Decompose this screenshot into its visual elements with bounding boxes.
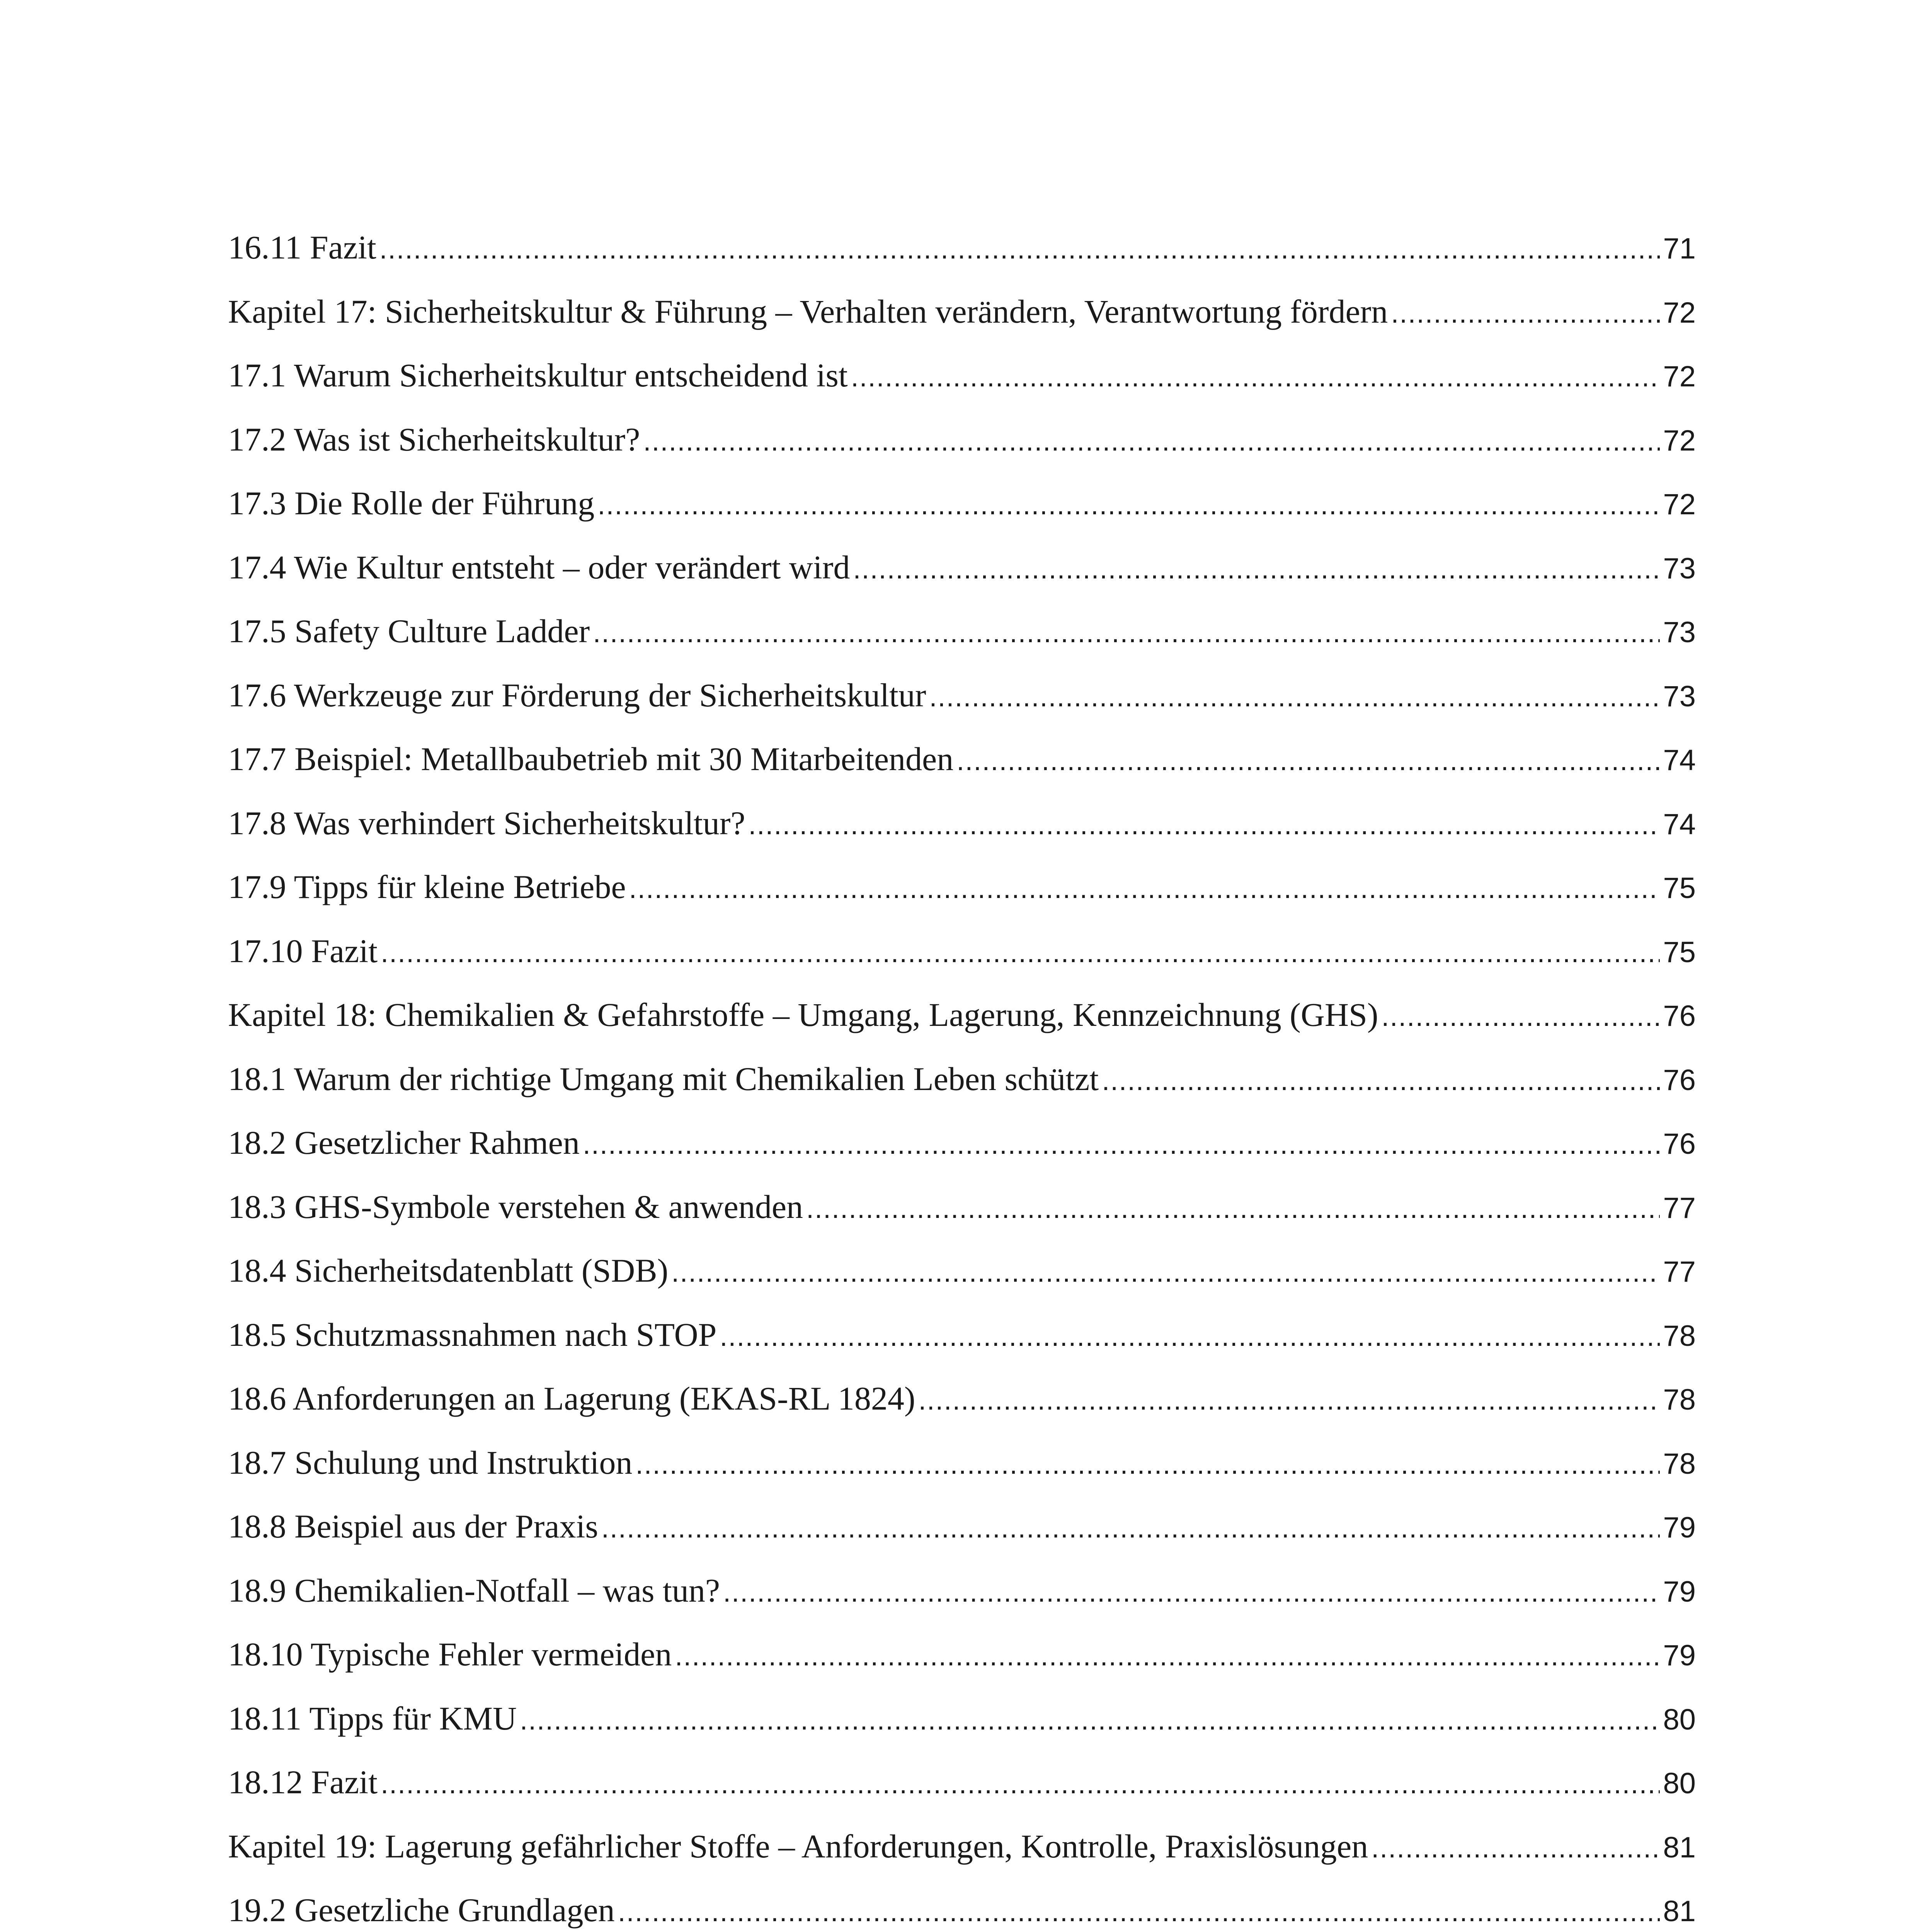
toc-entry-page: 76: [1663, 1000, 1696, 1032]
toc-entry-title: 16.11 Fazit: [228, 229, 376, 266]
toc-entry-title: 17.3 Die Rolle der Führung: [228, 485, 595, 522]
toc-entry[interactable]: [228, 1699, 1696, 1763]
toc-dot-leader: [671, 1257, 1660, 1288]
toc-entry-title: 18.3 GHS-Symbole verstehen & anwenden: [228, 1188, 803, 1225]
table-of-contents: [228, 228, 1696, 1932]
toc-entry-title: 17.5 Safety Culture Ladder: [228, 612, 590, 650]
toc-entry-title: 17.7 Beispiel: Metallbaubetrieb mit 30 Mitarbeitenden: [228, 740, 954, 777]
toc-entry[interactable]: [228, 804, 1696, 868]
toc-entry-page: 78: [1663, 1319, 1696, 1352]
toc-entry[interactable]: [228, 995, 1696, 1060]
toc-entry-title: 18.1 Warum der richtige Umgang mit Chemikalien Leben schützt: [228, 1060, 1099, 1097]
toc-entry-page: 76: [1663, 1128, 1696, 1160]
toc-entry-title: Kapitel 17: Sicherheitskultur & Führung – Verhalten verändern, Verantwortung fördern: [228, 293, 1388, 330]
toc-entry-title: 18.4 Sicherheitsdatenblatt (SDB): [228, 1252, 669, 1289]
toc-entry-page: 78: [1663, 1383, 1696, 1416]
toc-entry-title: 18.9 Chemikalien-Notfall – was tun?: [228, 1571, 720, 1609]
toc-entry-title: 18.8 Beispiel aus der Praxis: [228, 1508, 598, 1545]
toc-dot-leader: [1382, 1001, 1660, 1032]
toc-dot-leader: [853, 553, 1660, 585]
toc-dot-leader: [601, 1512, 1660, 1544]
toc-entry[interactable]: [228, 1123, 1696, 1187]
toc-entry-page: 78: [1663, 1447, 1696, 1480]
toc-entry-page: 72: [1663, 296, 1696, 329]
toc-entry-page: 81: [1663, 1895, 1696, 1928]
toc-entry-title: 17.4 Wie Kultur entsteht – oder verändert wird: [228, 548, 850, 586]
toc-entry-page: 73: [1663, 552, 1696, 585]
toc-entry[interactable]: [228, 1635, 1696, 1699]
toc-dot-leader: [723, 1577, 1660, 1608]
toc-entry-title: 18.5 Schutzmassnahmen nach STOP: [228, 1316, 717, 1353]
toc-entry-page: 77: [1663, 1191, 1696, 1225]
toc-entry-page: 74: [1663, 808, 1696, 841]
toc-entry[interactable]: [228, 1571, 1696, 1635]
toc-entry-title: 18.6 Anforderungen an Lagerung (EKAS-RL 1824): [228, 1380, 915, 1417]
toc-entry[interactable]: [228, 1379, 1696, 1443]
toc-entry-page: 75: [1663, 935, 1696, 969]
toc-entry[interactable]: [228, 932, 1696, 996]
toc-dot-leader: [720, 1321, 1660, 1352]
toc-entry-title: 17.10 Fazit: [228, 932, 378, 969]
toc-entry-page: 72: [1663, 360, 1696, 393]
toc-entry-page: 79: [1663, 1511, 1696, 1544]
toc-entry-title: 17.2 Was ist Sicherheitskultur?: [228, 420, 640, 458]
toc-dot-leader: [806, 1193, 1660, 1225]
toc-entry-title: 19.2 Gesetzliche Grundlagen: [228, 1891, 615, 1929]
toc-dot-leader: [1102, 1065, 1660, 1097]
toc-entry[interactable]: [228, 1187, 1696, 1252]
toc-dot-leader: [1391, 298, 1660, 329]
toc-entry-page: 75: [1663, 872, 1696, 905]
toc-dot-leader: [379, 233, 1660, 265]
toc-entry[interactable]: [228, 867, 1696, 932]
toc-entry-page: 81: [1663, 1831, 1696, 1864]
toc-entry-title: 18.7 Schulung und Instruktion: [228, 1444, 633, 1481]
toc-entry-title: 18.2 Gesetzlicher Rahmen: [228, 1124, 580, 1161]
toc-entry[interactable]: [228, 1251, 1696, 1315]
toc-entry-title: 17.8 Was verhindert Sicherheitskultur?: [228, 804, 745, 842]
toc-entry-title: 18.11 Tipps für KMU: [228, 1699, 517, 1737]
toc-dot-leader: [520, 1704, 1660, 1736]
toc-entry[interactable]: [228, 228, 1696, 292]
toc-dot-leader: [929, 681, 1660, 713]
toc-entry[interactable]: [228, 740, 1696, 804]
toc-entry-page: 72: [1663, 424, 1696, 457]
toc-entry-page: 80: [1663, 1703, 1696, 1736]
toc-entry-page: 71: [1663, 232, 1696, 265]
toc-entry[interactable]: [228, 1443, 1696, 1507]
toc-entry-page: 74: [1663, 744, 1696, 777]
toc-entry[interactable]: [228, 484, 1696, 548]
toc-entry-title: 18.10 Typische Fehler vermeiden: [228, 1636, 672, 1673]
toc-entry[interactable]: [228, 420, 1696, 484]
toc-entry[interactable]: [228, 676, 1696, 740]
toc-entry[interactable]: [228, 292, 1696, 356]
toc-entry[interactable]: [228, 1507, 1696, 1571]
toc-entry-title: 17.1 Warum Sicherheitskultur entscheidend ist: [228, 357, 848, 394]
toc-dot-leader: [749, 809, 1660, 841]
toc-entry[interactable]: [228, 356, 1696, 420]
toc-dot-leader: [381, 937, 1660, 969]
toc-dot-leader: [629, 873, 1660, 905]
toc-dot-leader: [618, 1896, 1660, 1928]
toc-entry-page: 79: [1663, 1575, 1696, 1608]
toc-dot-leader: [1371, 1832, 1660, 1864]
toc-entry-title: Kapitel 19: Lagerung gefährlicher Stoffe – Anforderungen, Kontrolle, Praxislösungen: [228, 1827, 1368, 1865]
toc-entry[interactable]: [228, 1315, 1696, 1379]
toc-entry-page: 77: [1663, 1255, 1696, 1288]
toc-dot-leader: [919, 1384, 1660, 1416]
toc-entry-page: 76: [1663, 1063, 1696, 1097]
toc-dot-leader: [643, 425, 1660, 457]
toc-entry[interactable]: [228, 1060, 1696, 1124]
toc-entry-title: 17.9 Tipps für kleine Betriebe: [228, 868, 626, 905]
toc-entry[interactable]: [228, 1891, 1696, 1932]
toc-dot-leader: [381, 1768, 1660, 1800]
toc-entry-page: 73: [1663, 680, 1696, 713]
toc-dot-leader: [675, 1640, 1660, 1672]
toc-entry-page: 79: [1663, 1639, 1696, 1672]
toc-entry[interactable]: [228, 1763, 1696, 1827]
toc-entry[interactable]: [228, 612, 1696, 676]
toc-entry-title: 18.12 Fazit: [228, 1764, 378, 1801]
toc-dot-leader: [593, 617, 1660, 649]
toc-entry[interactable]: [228, 1827, 1696, 1891]
toc-entry[interactable]: [228, 548, 1696, 612]
toc-entry-page: 80: [1663, 1767, 1696, 1800]
toc-dot-leader: [851, 361, 1660, 393]
toc-dot-leader: [597, 489, 1660, 521]
toc-entry-title: 17.6 Werkzeuge zur Förderung der Sicherheitskultur: [228, 676, 926, 714]
toc-dot-leader: [956, 745, 1660, 777]
toc-dot-leader: [635, 1449, 1660, 1480]
toc-dot-leader: [583, 1129, 1660, 1160]
toc-entry-page: 72: [1663, 488, 1696, 521]
toc-entry-page: 73: [1663, 616, 1696, 649]
toc-entry-title: Kapitel 18: Chemikalien & Gefahrstoffe – Umgang, Lagerung, Kennzeichnung (GHS): [228, 996, 1378, 1033]
